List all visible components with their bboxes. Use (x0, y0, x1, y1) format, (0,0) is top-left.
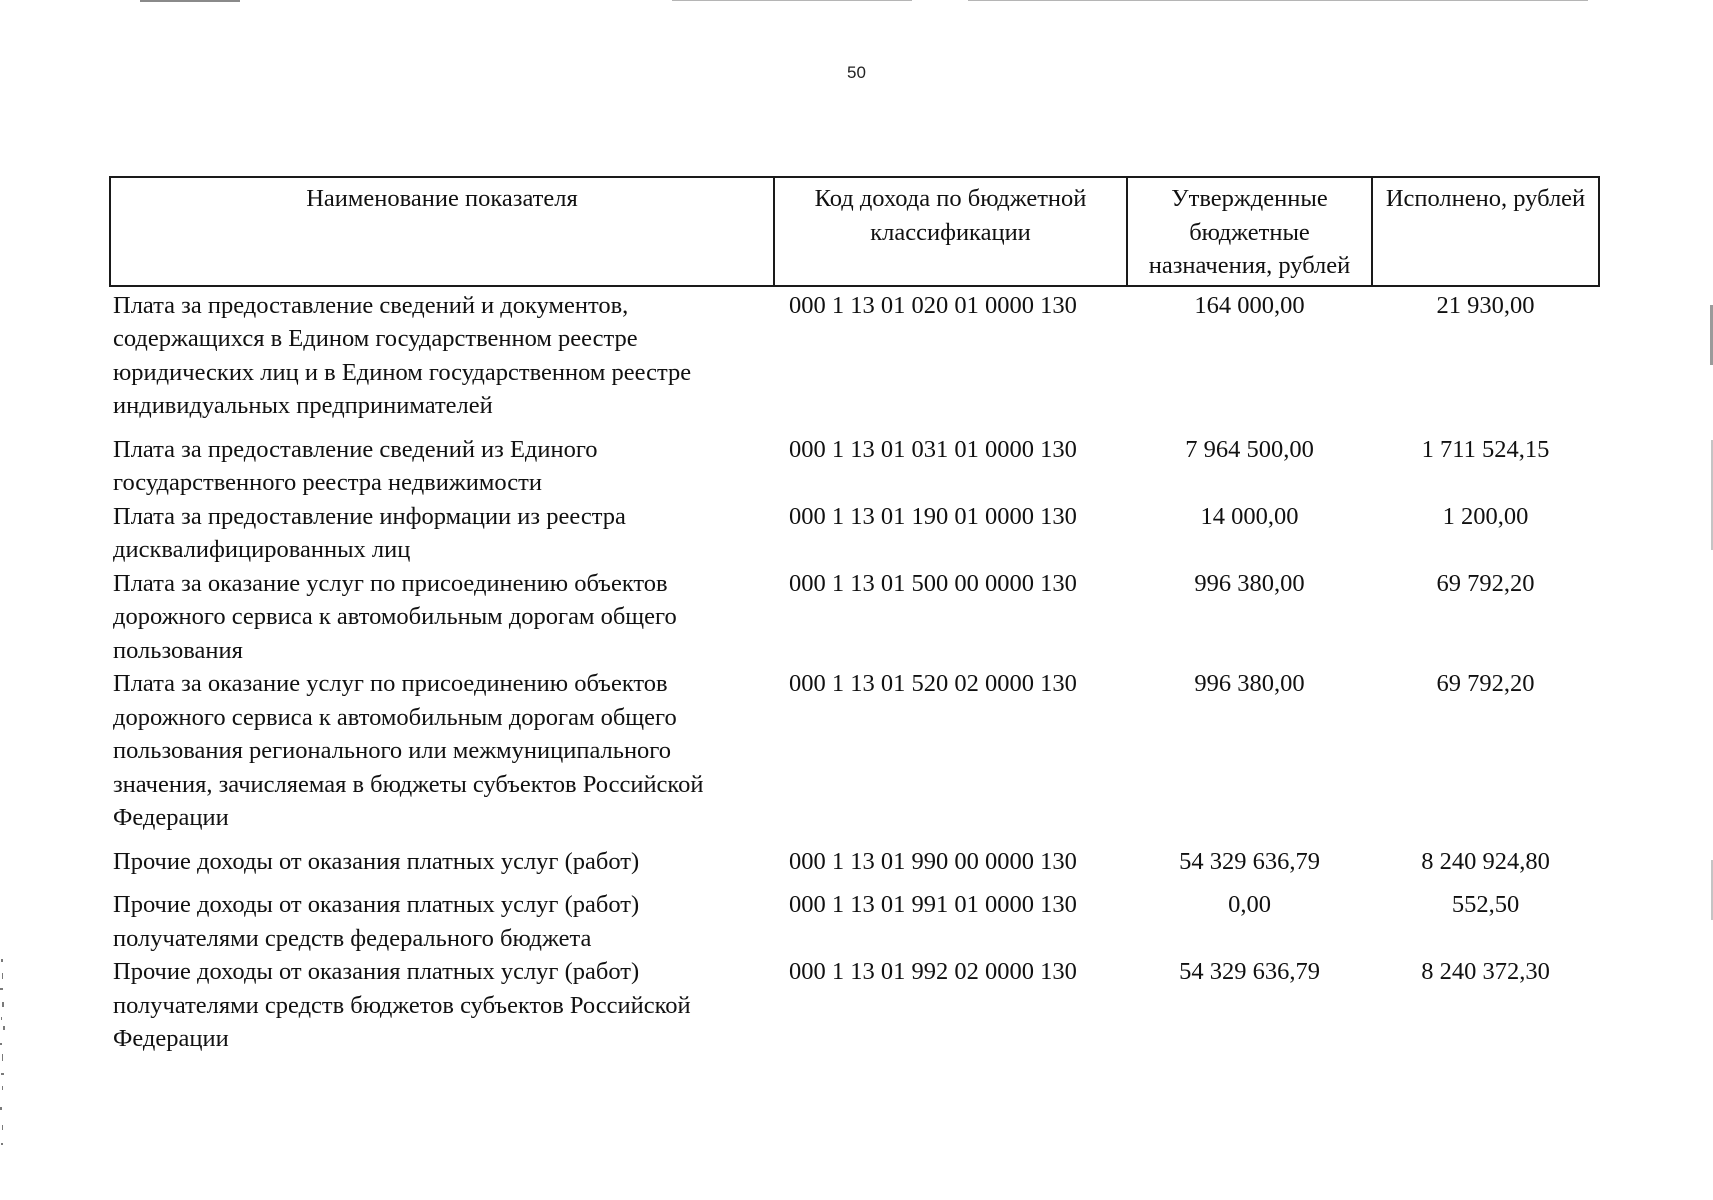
approved-amount-cell: 164 000,00 (1194, 291, 1305, 319)
revenue-code-cell: 000 1 13 01 992 02 0000 130 (789, 958, 1077, 985)
indicator-name-cell: Плата за оказание услуг по присоединению объектов дорожного сервиса к автомобильным дорогам общего пользования регионального или межмуниципального значения, зачисляемая в бюджеты субъектов Российской Федерации (113, 670, 704, 831)
table-row (110, 667, 1599, 845)
table-row (110, 500, 1599, 567)
revenue-code-cell: 000 1 13 01 190 01 0000 130 (789, 502, 1077, 530)
executed-amount-cell: 21 930,00 (1436, 291, 1535, 319)
table-row (110, 433, 1599, 500)
executed-amount-cell: 1 200,00 (1442, 502, 1529, 530)
revenue-code-cell: 000 1 13 01 991 01 0000 130 (789, 891, 1077, 918)
header-indicator-name: Наименование показателя (110, 177, 774, 286)
approved-amount-cell: 7 964 500,00 (1185, 435, 1314, 463)
revenue-table (109, 176, 1600, 1056)
indicator-name-cell: Плата за предоставление сведений и документов, содержащихся в Едином государственном реестре юридических лиц и в Едином государственном реестре индивидуальных предпринимателей (113, 291, 692, 419)
approved-amount-cell: 0,00 (1228, 891, 1271, 918)
executed-amount-cell: 69 792,20 (1436, 670, 1535, 697)
revenue-code-cell: 000 1 13 01 500 00 0000 130 (789, 569, 1077, 597)
executed-amount-cell: 8 240 924,80 (1421, 847, 1550, 875)
indicator-name-cell: Плата за оказание услуг по присоединению объектов дорожного сервиса к автомобильным дорогам общего пользования (113, 569, 677, 664)
indicator-name-cell: Прочие доходы от оказания платных услуг (работ) получателями средств федерального бюджета (113, 891, 640, 952)
table-row (110, 888, 1599, 955)
indicator-name-cell: Плата за предоставление сведений из Единого государственного реестра недвижимости (113, 435, 598, 496)
scan-top-rule (140, 0, 240, 2)
executed-amount-cell: 8 240 372,30 (1421, 958, 1550, 985)
executed-amount-cell: 552,50 (1451, 891, 1520, 918)
approved-amount-cell: 996 380,00 (1194, 670, 1305, 697)
indicator-name-cell: Прочие доходы от оказания платных услуг (работ) (113, 847, 640, 875)
executed-amount-cell: 1 711 524,15 (1421, 435, 1550, 463)
table-row (110, 955, 1599, 1056)
scan-top-rule (672, 0, 912, 1)
table-row (110, 286, 1599, 433)
header-executed-amount: Исполнено, рублей (1372, 177, 1599, 286)
header-approved-amount: Утвержденные бюджетные назначения, рублей (1127, 177, 1372, 286)
executed-amount-cell: 69 792,20 (1436, 569, 1535, 597)
revenue-code-cell: 000 1 13 01 031 01 0000 130 (789, 435, 1077, 463)
revenue-code-cell: 000 1 13 01 990 00 0000 130 (789, 847, 1077, 875)
header-revenue-code: Код дохода по бюджетной классификации (774, 177, 1127, 286)
page-number: 50 (847, 63, 866, 82)
revenue-code-cell: 000 1 13 01 520 02 0000 130 (789, 670, 1077, 697)
scan-top-rule (968, 0, 1588, 1)
approved-amount-cell: 14 000,00 (1200, 502, 1299, 530)
revenue-code-cell: 000 1 13 01 020 01 0000 130 (789, 291, 1077, 319)
table-header-row (110, 177, 1599, 286)
table-row (110, 567, 1599, 668)
approved-amount-cell: 996 380,00 (1194, 569, 1305, 597)
approved-amount-cell: 54 329 636,79 (1179, 847, 1320, 875)
indicator-name-cell: Прочие доходы от оказания платных услуг (работ) получателями средств бюджетов субъектов Российской Федерации (113, 958, 691, 1052)
table-row (110, 845, 1599, 889)
indicator-name-cell: Плата за предоставление информации из реестра дисквалифицированных лиц (113, 502, 626, 563)
scan-margin-speckle (0, 955, 6, 1155)
approved-amount-cell: 54 329 636,79 (1179, 958, 1320, 985)
